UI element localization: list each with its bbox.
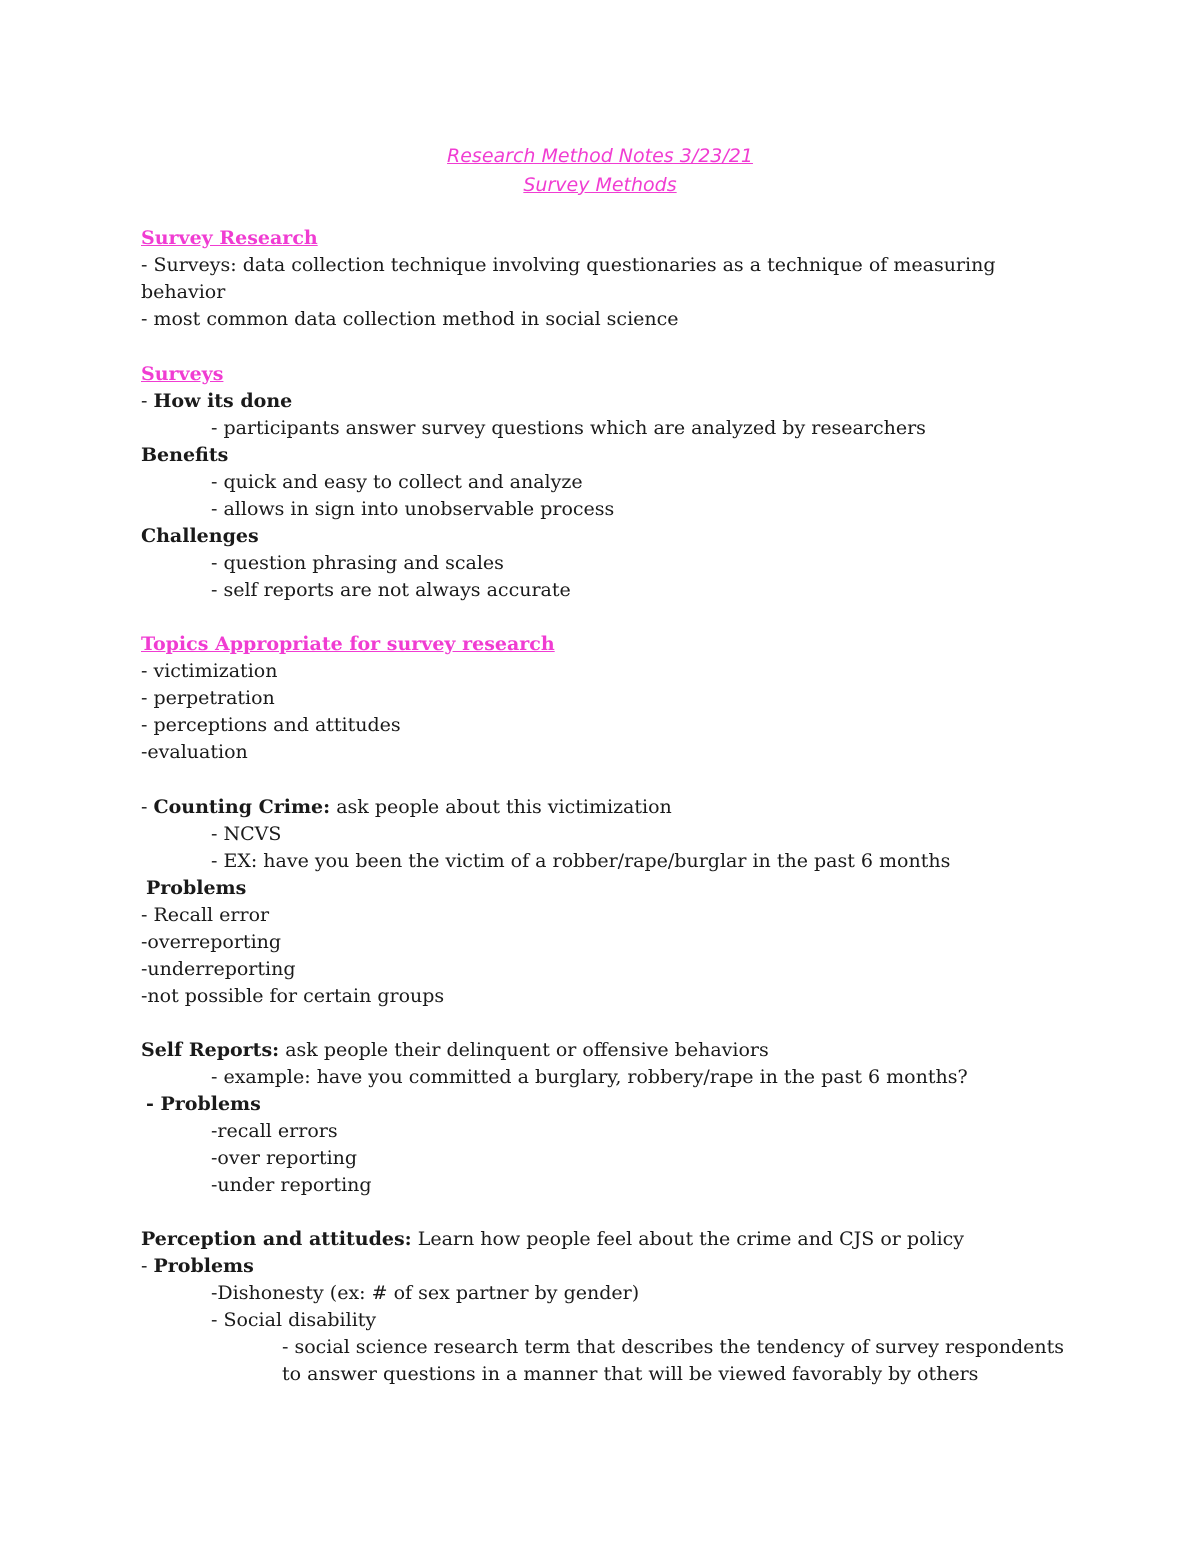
definition-line-continued: to answer questions in a manner that will be viewed favorably by others — [282, 1363, 979, 1385]
page-subtitle: Survey Methods — [523, 174, 677, 196]
problem-item: -over reporting — [211, 1147, 358, 1169]
bullet-prefix: - — [141, 390, 154, 412]
counting-crime-label: Counting Crime: — [153, 796, 331, 818]
problem-item: -recall errors — [211, 1120, 338, 1142]
topic-item: - perpetration — [141, 687, 275, 709]
challenges-label-text: Challenges — [141, 525, 259, 547]
problem-item: -not possible for certain groups — [141, 985, 445, 1007]
benefit-item: - allows in sign into unobservable process — [211, 498, 615, 520]
problem-item: -overreporting — [141, 931, 282, 953]
problem-item: - Social disability — [211, 1309, 377, 1331]
benefits-label — [141, 442, 228, 469]
most-common-method-line: - most common data collection method in social science — [141, 308, 679, 330]
bullet-prefix: - — [141, 1255, 154, 1277]
self-reports-line — [141, 1037, 769, 1064]
how-its-done-line — [141, 388, 292, 415]
how-its-done-item: - participants answer survey questions which are analyzed by researchers — [211, 417, 926, 439]
page-title: Research Method Notes 3/23/21 — [447, 145, 753, 167]
counting-crime-item: - NCVS — [211, 823, 282, 845]
survey-definition-continued: behavior — [141, 281, 226, 303]
topic-item: - perceptions and attitudes — [141, 714, 401, 736]
section-heading-surveys: Surveys — [141, 363, 224, 385]
challenges-label — [141, 523, 259, 550]
problem-item: -under reporting — [211, 1174, 372, 1196]
self-reports-label: Self Reports: — [141, 1039, 280, 1061]
problem-item: -Dishonesty (ex: # of sex partner by gender) — [211, 1282, 640, 1304]
problems-label — [146, 875, 246, 902]
section-heading-topics: Topics Appropriate for survey research — [141, 633, 555, 655]
problems-label-text: - Problems — [146, 1093, 261, 1115]
survey-definition-line: - Surveys: data collection technique involving questionaries as a technique of measuring — [141, 254, 996, 276]
how-its-done-label: How its done — [153, 390, 293, 412]
self-reports-text: ask people their delinquent or offensive behaviors — [279, 1039, 769, 1061]
counting-crime-text: ask people about this victimization — [330, 796, 672, 818]
problems-label-text: Problems — [153, 1255, 254, 1277]
definition-line: - social science research term that describes the tendency of survey respondents — [282, 1336, 1064, 1358]
benefit-item: - quick and easy to collect and analyze — [211, 471, 583, 493]
problems-label — [146, 1091, 261, 1118]
benefits-label-text: Benefits — [141, 444, 229, 466]
perception-attitudes-line — [141, 1226, 964, 1253]
section-heading-survey-research: Survey Research — [141, 227, 318, 249]
topic-item: -evaluation — [141, 741, 248, 763]
counting-crime-line — [141, 794, 672, 821]
topic-item: - victimization — [141, 660, 278, 682]
perception-attitudes-label: Perception and attitudes: — [141, 1228, 412, 1250]
challenge-item: - self reports are not always accurate — [211, 579, 571, 601]
problems-label-text: Problems — [146, 877, 247, 899]
counting-crime-item: - EX: have you been the victim of a robber/rape/burglar in the past 6 months — [211, 850, 951, 872]
problem-item: -underreporting — [141, 958, 296, 980]
self-reports-example: - example: have you committed a burglary, robbery/rape in the past 6 months? — [211, 1066, 968, 1088]
problems-label — [141, 1253, 254, 1280]
bullet-prefix: - — [141, 796, 154, 818]
perception-attitudes-text: Learn how people feel about the crime and CJS or policy — [411, 1228, 965, 1250]
problem-item: - Recall error — [141, 904, 270, 926]
challenge-item: - question phrasing and scales — [211, 552, 504, 574]
